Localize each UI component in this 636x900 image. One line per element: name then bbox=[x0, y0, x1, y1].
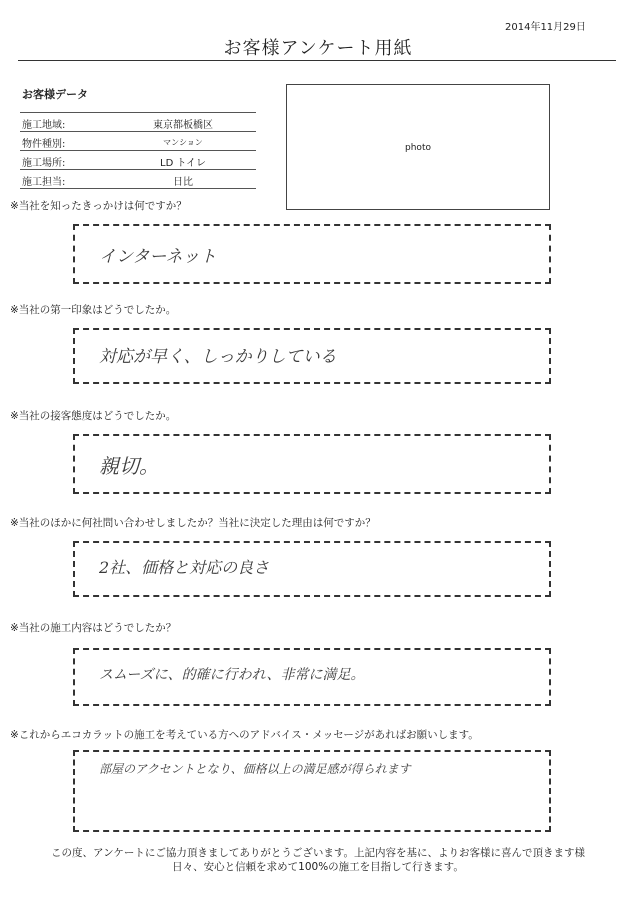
row-label: 施工地域: bbox=[22, 120, 66, 131]
customer-data-table bbox=[20, 112, 256, 189]
answer-1: インターネット bbox=[99, 247, 217, 267]
row-value: 東京都板橋区 bbox=[153, 120, 213, 131]
answer-4: 2社、価格と対応の良さ bbox=[99, 558, 270, 577]
question-5: ※当社の施工内容はどうでしたか？ bbox=[10, 622, 177, 634]
closing-line-1: この度、アンケートにご協力頂きましてありがとうございます。上記内容を基に、よりお客様に喜んで頂きます様 bbox=[50, 847, 586, 859]
question-4: ※当社のほかに何社問い合わせしましたか？当社に決定した理由は何ですか？ bbox=[10, 517, 376, 529]
customer-row-staff bbox=[20, 170, 256, 189]
survey-date: 2014年11月29日 bbox=[505, 22, 586, 33]
row-label: 施工場所: bbox=[22, 158, 66, 169]
row-value: LD トイレ bbox=[160, 158, 206, 169]
photo-placeholder bbox=[286, 84, 550, 210]
closing-message bbox=[0, 846, 636, 874]
question-2: ※当社の第一印象はどうでしたか。 bbox=[10, 304, 177, 316]
row-label: 物件種別: bbox=[22, 139, 66, 150]
answer-box-4 bbox=[73, 541, 551, 597]
photo-label: photo bbox=[405, 143, 431, 153]
page-title: お客様アンケート用紙 bbox=[223, 38, 413, 59]
row-label: 施工担当: bbox=[22, 177, 66, 188]
answer-2: 対応が早く、しっかりしている bbox=[99, 347, 337, 367]
answer-box-3 bbox=[73, 434, 551, 494]
row-value: 日比 bbox=[173, 177, 193, 188]
answer-6: 部屋のアクセントとなり、価格以上の満足感が得られます bbox=[99, 762, 411, 776]
answer-box-2 bbox=[73, 328, 551, 384]
question-6: ※これからエコカラットの施工を考えている方へのアドバイス・メッセージがあればお願いします。 bbox=[10, 729, 479, 741]
customer-row-location bbox=[20, 151, 256, 170]
customer-data-heading: お客様データ bbox=[22, 88, 88, 101]
answer-5: スムーズに、的確に行われ、非常に満足。 bbox=[99, 667, 365, 683]
answer-3: 親切。 bbox=[99, 454, 159, 478]
title-underline bbox=[18, 60, 616, 61]
row-value: マンション bbox=[163, 138, 203, 147]
customer-row-area bbox=[20, 112, 256, 132]
answer-box-6 bbox=[73, 750, 551, 832]
closing-line-2: 日々、安心と信頼を求めて100%の施工を目指して行きます。 bbox=[172, 861, 464, 873]
customer-row-property-type bbox=[20, 132, 256, 151]
answer-box-1 bbox=[73, 224, 551, 284]
question-3: ※当社の接客態度はどうでしたか。 bbox=[10, 410, 177, 422]
answer-box-5 bbox=[73, 648, 551, 706]
question-1: ※当社を知ったきっかけは何ですか？ bbox=[10, 200, 187, 212]
